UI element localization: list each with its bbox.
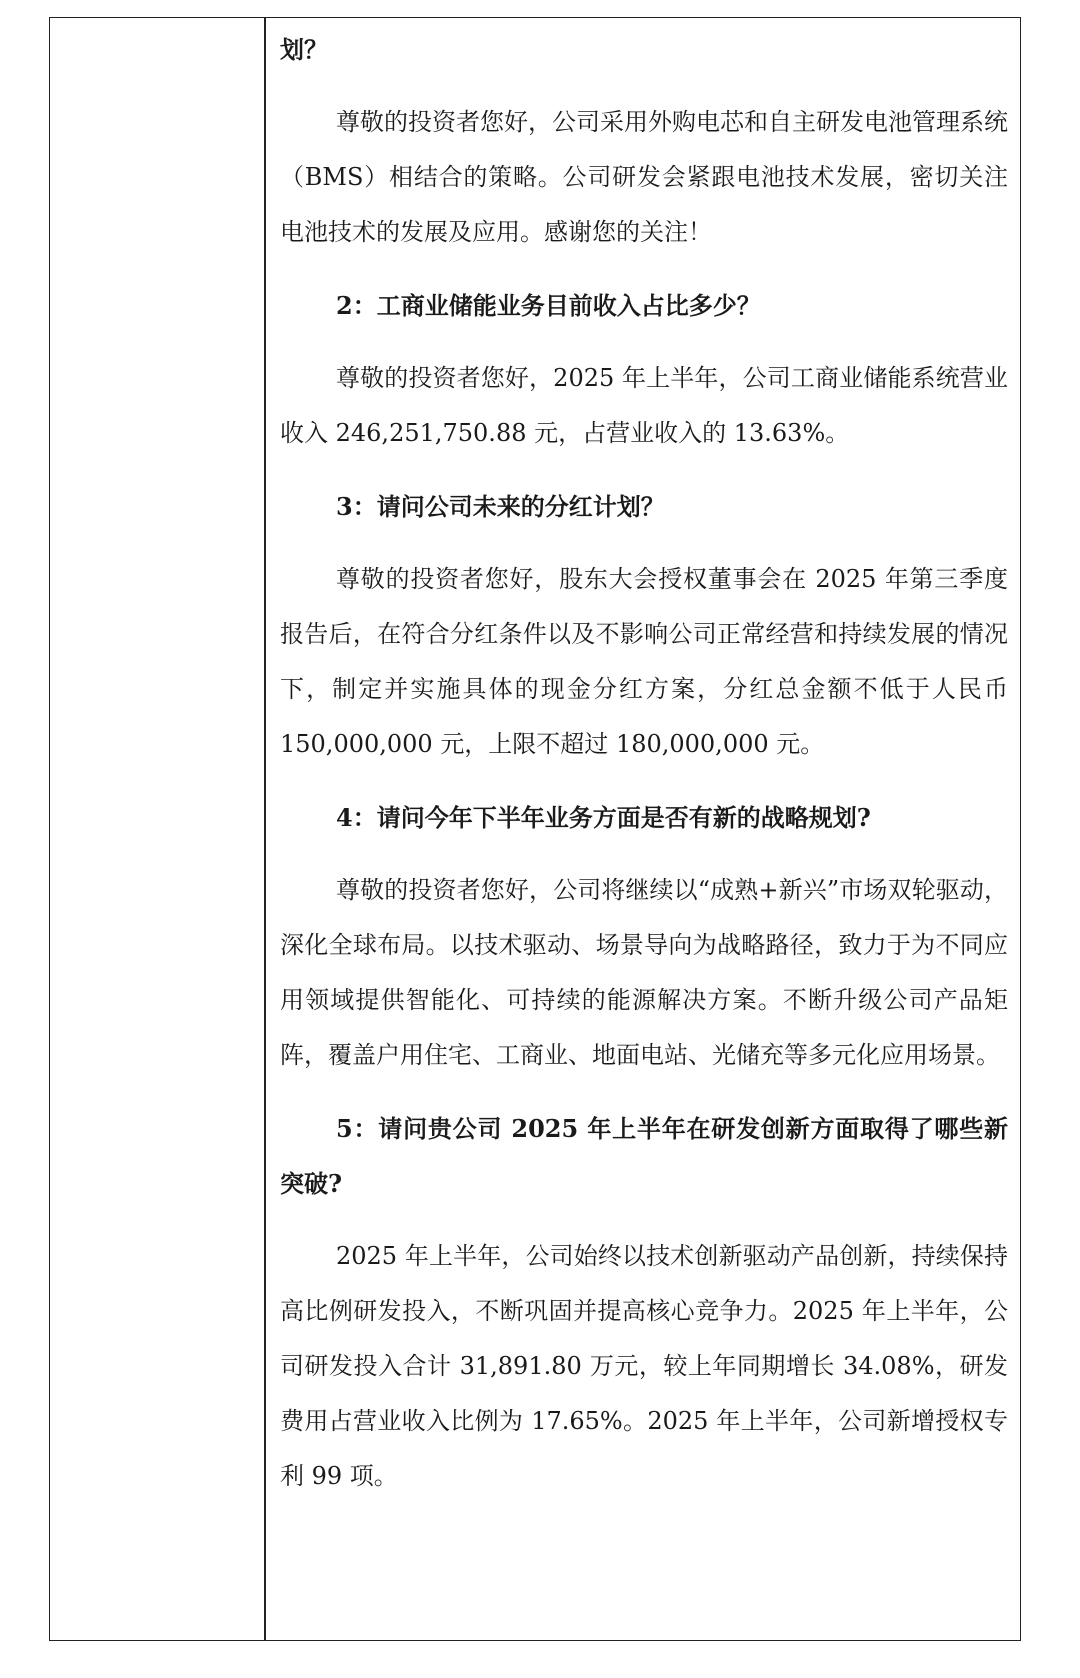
question-4: 4：请问今年下半年业务方面是否有新的战略规划?: [336, 803, 871, 832]
column-divider: [264, 17, 266, 1641]
question-3: 3：请问公司未来的分红计划？: [336, 492, 665, 521]
question-5: 5：请问贵公司 2025 年上半年在研发创新方面取得了哪些新突破?: [280, 1114, 1008, 1198]
answer-4: 尊敬的投资者您好，公司将继续以“成熟+新兴”市场双轮驱动，深化全球布局。以技术驱动、场景导向为战略路径，致力于为不同应用领域提供智能化、可持续的能源解决方案。不断升级公司产品矩阵，覆盖户用住宅、工商业、地面电站、光储充等多元化应用场景。: [280, 876, 1008, 1069]
answer-2: 尊敬的投资者您好，2025 年上半年，公司工商业储能系统营业收入 246,251,750.88 元，占营业收入的 13.63%。: [280, 364, 1008, 447]
answer-3: 尊敬的投资者您好，股东大会授权董事会在 2025 年第三季度报告后，在符合分红条件以及不影响公司正常经营和持续发展的情况下，制定并实施具体的现金分红方案，分红总金额不低于人民币 150,000,000 元，上限不超过 180,000,000 元。: [280, 565, 1008, 758]
qa-content-cell: [280, 22, 1008, 1504]
question-2: 2：工商业储能业务目前收入占比多少？: [336, 291, 761, 320]
left-label-cell: [49, 17, 264, 1641]
answer-5: 2025 年上半年，公司始终以技术创新驱动产品创新，持续保持高比例研发投入，不断巩固并提高核心竞争力。2025 年上半年，公司研发投入合计 31,891.80 万元，较上年同期增长 34.08%，研发费用占营业收入比例为 17.65%。2025 年上半年，公司新增授权专利 99 项。: [280, 1242, 1008, 1490]
answer-1: 尊敬的投资者您好，公司采用外购电芯和自主研发电池管理系统（BMS）相结合的策略。公司研发会紧跟电池技术发展，密切关注电池技术的发展及应用。感谢您的关注！: [280, 108, 1008, 246]
question-1-tail: 划？: [280, 35, 328, 64]
